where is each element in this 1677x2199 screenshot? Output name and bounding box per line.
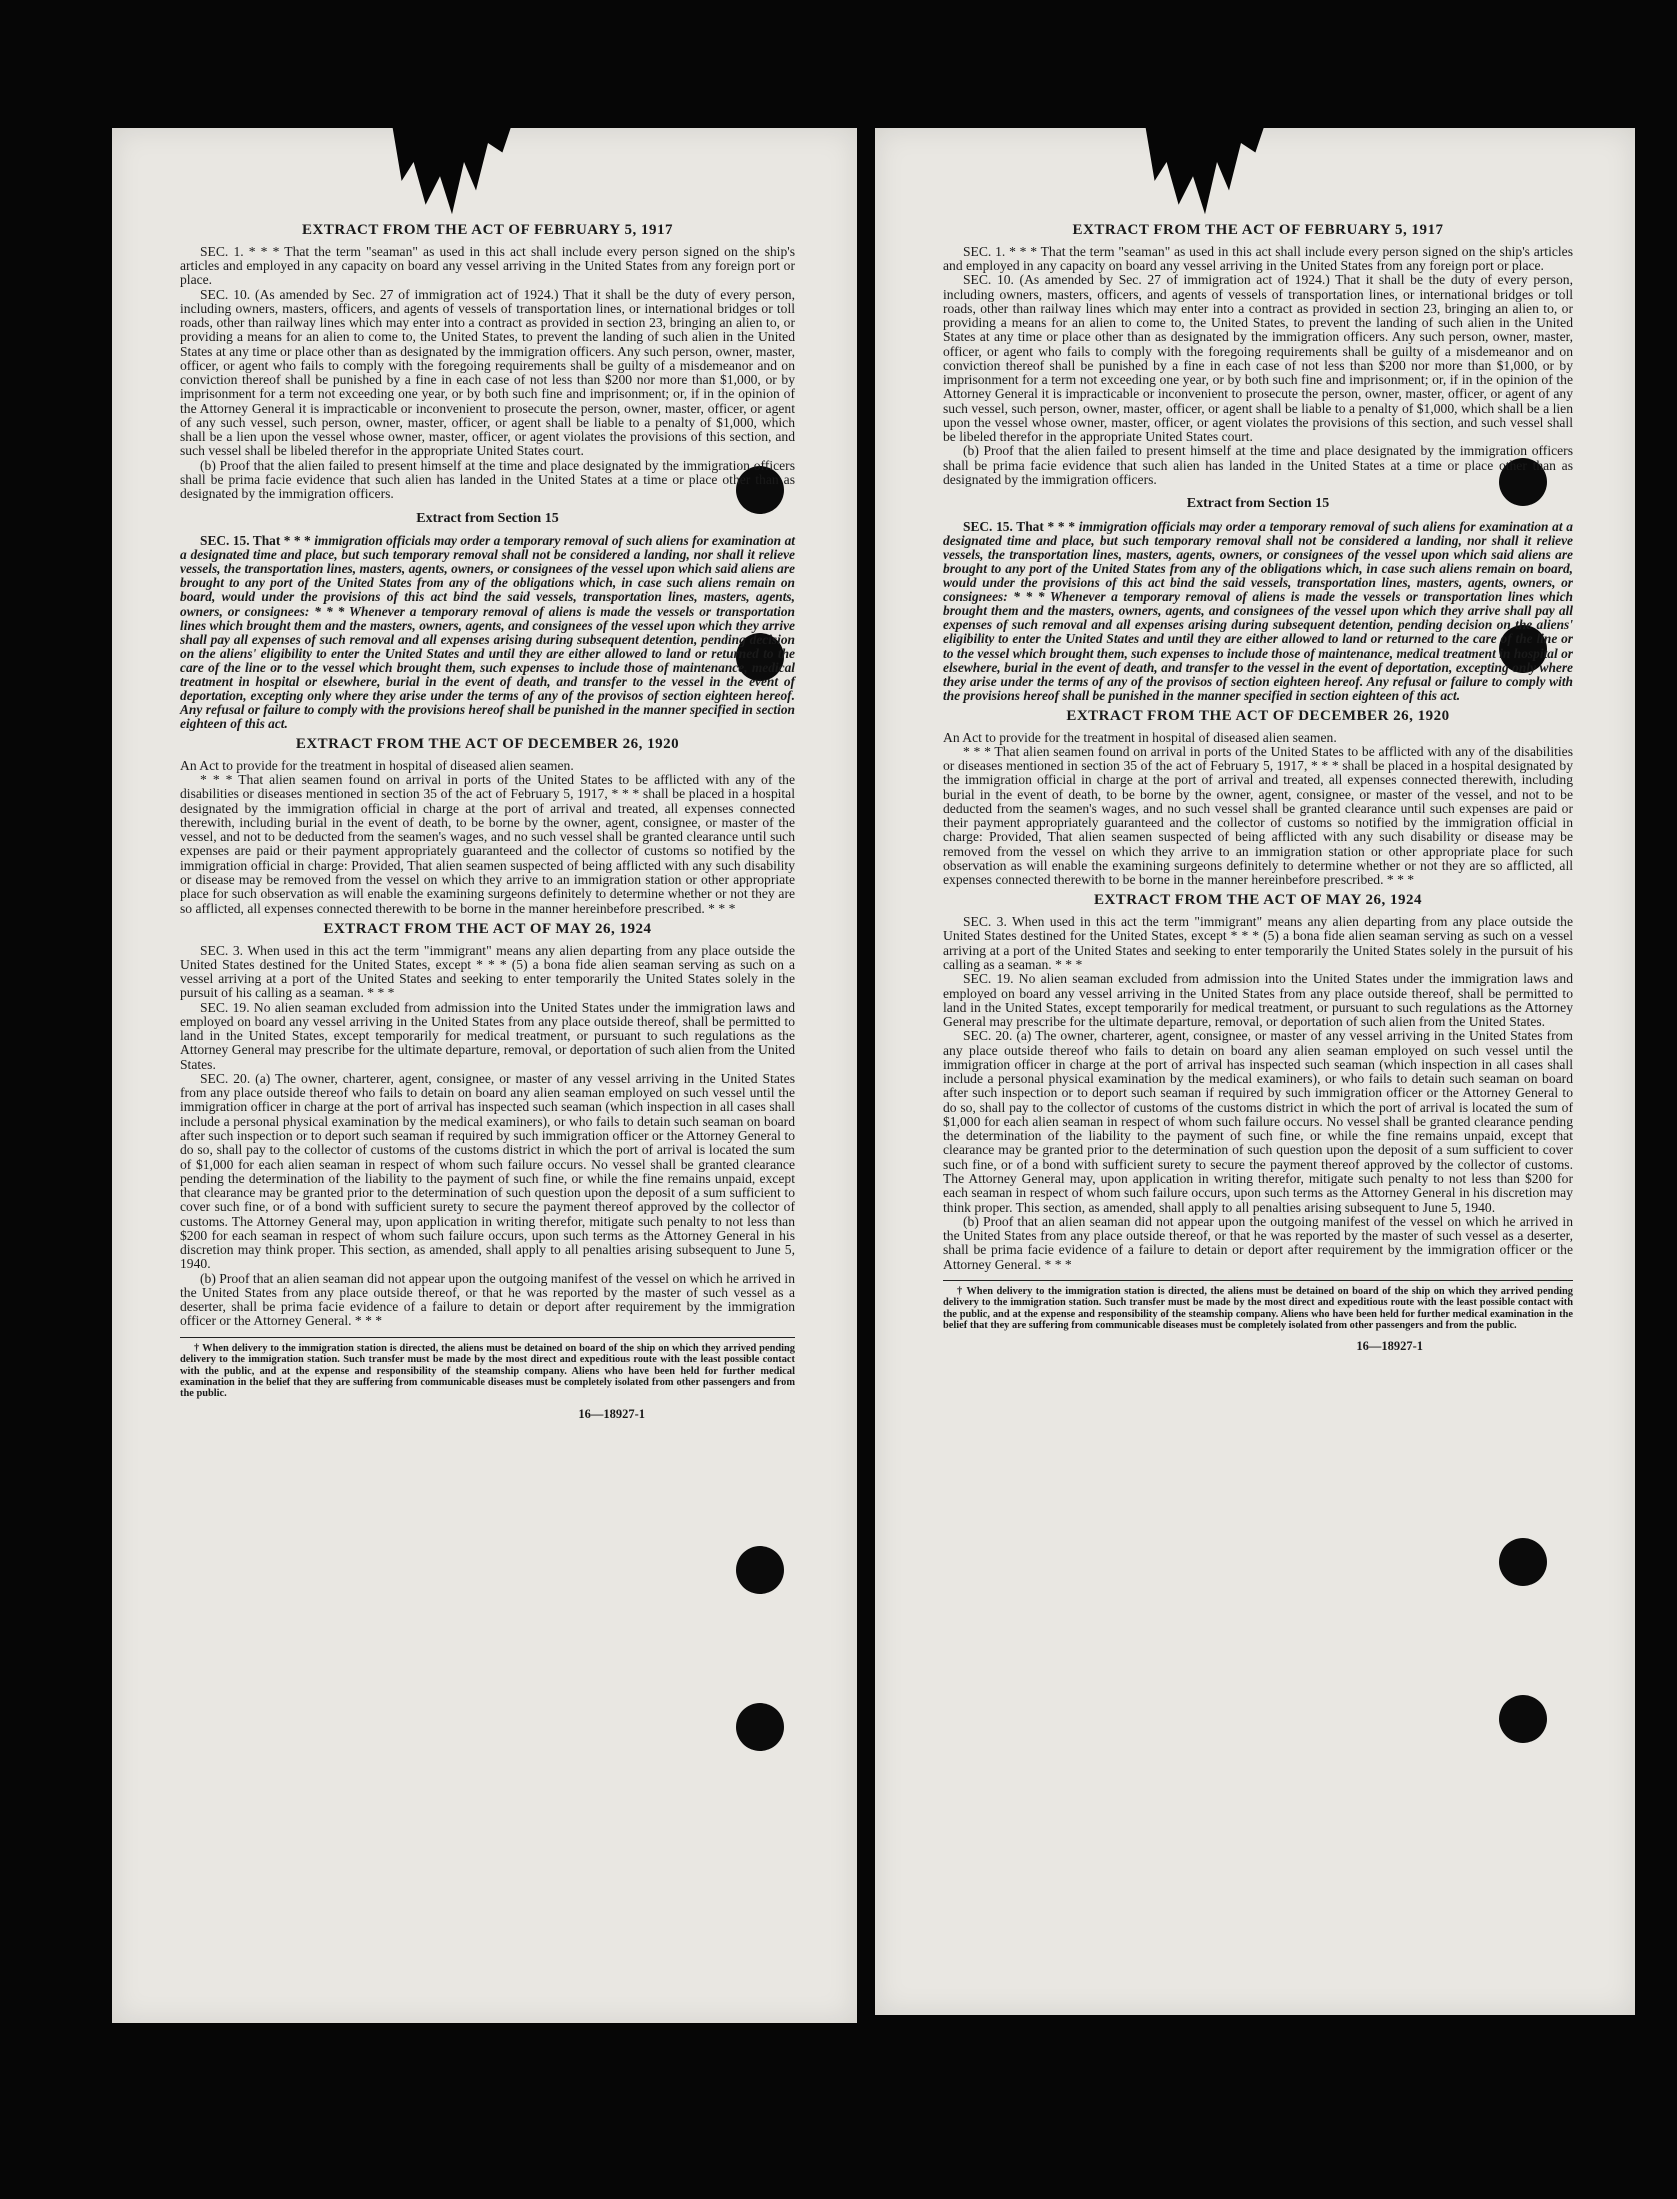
footnote-divider bbox=[943, 1280, 1573, 1281]
section-3-text: SEC. 3. When used in this act the term "immigrant" means any alien departing from any place outside the United States destined for the United States, except * * * (5) a bona fide alien seaman serving as such on a vessel arriving at a port of the United States and seeking to enter temporarily the United States solely in the pursuit of his calling as a seaman. * * * bbox=[943, 914, 1573, 972]
section-20-text: SEC. 20. (a) The owner, charterer, agent, consignee, or master of any vessel arriving in the United States from any place outside thereof who fails to detain on board any alien seaman employed on such vessel until the immigration officer in charge at the port of arrival has inspected such seaman (which inspection in all cases shall include a personal physical examination by the medical examiners), or who fails to detain such seaman on board after such inspection or to deport such seaman if required by such immigration officer or the Attorney General to do so, shall pay to the collector of customs of the customs district in which the port of arrival is located the sum of $1,000 for each alien seaman in respect of whom such failure occurs. No vessel shall be granted clearance pending the determination of the liability to the payment of such fine, or while the fine remains unpaid, except that clearance may be granted prior to the determination of such question upon the deposit of a sum sufficient to cover such fine, or of a bond with sufficient surety to secure the payment thereof approved by the collector of customs. The Attorney General may, upon application in writing therefor, mitigate such penalty to not less than $200 for each seaman in respect of whom such failure occurs, upon such terms as the Attorney General in his discretion may think proper. This section, as amended, shall apply to all penalties arising subsequent to June 5, 1940. bbox=[943, 1028, 1573, 1215]
document-body bbox=[180, 223, 795, 1421]
section-15-lead: SEC. 15. That * * * bbox=[963, 518, 1076, 534]
footnote-text: † When delivery to the immigration station is directed, the aliens must be detained on board of the ship on which they arrived pending delivery to the immigration station. Such transfer must be made by the most direct and expeditious route with the least possible contact with the public, and at the expense and responsibility of the steamship company. Aliens who have been held for further medical examination in the belief that they are suffering from communicable diseases must be completely isolated from other passengers and from the public. bbox=[943, 1285, 1573, 1332]
punch-hole bbox=[1499, 1695, 1547, 1743]
section-20-text: SEC. 20. (a) The owner, charterer, agent, consignee, or master of any vessel arriving in the United States from any place outside thereof who fails to detain on board any alien seaman employed on such vessel until the immigration officer in charge at the port of arrival has inspected such seaman (which inspection in all cases shall include a personal physical examination by the medical examiners), or who fails to detain such seaman on board after such inspection or to deport such seaman if required by such immigration officer or the Attorney General to do so, shall pay to the collector of customs of the customs district in which the port of arrival is located the sum of $1,000 for each alien seaman in respect of whom such failure occurs. No vessel shall be granted clearance pending the determination of the liability to the payment of such fine, or while the fine remains unpaid, except that clearance may be granted prior to the determination of such question upon the deposit of a sum sufficient to cover such fine, or of a bond with sufficient surety to secure the payment thereof approved by the collector of customs. The Attorney General may, upon application in writing therefor, mitigate such penalty to not less than $200 for each seaman in respect of whom such failure occurs, upon such terms as the Attorney General in his discretion may think proper. This section, as amended, shall apply to all penalties arising subsequent to June 5, 1940. bbox=[180, 1070, 795, 1272]
section-1-text: SEC. 1. * * * That the term "seaman" as used in this act shall include every person signed on the ship's articles and employed in any capacity on board any vessel arriving in the United States from any foreign port or place. bbox=[180, 243, 795, 288]
act-1920-text: * * * That alien seamen found on arrival in ports of the United States to be afflicted with any of the disabilities or diseases mentioned in section 35 of the act of February 5, 1917, * * * shall be placed in a hospital designated by the immigration official in charge at the port of arrival and treated, all expenses connected therewith, including burial in the event of death, to be borne by the owner, agent, consignee, or master of the vessel, and not to be deducted from the seamen's wages, and no such vessel shall be granted clearance until such expenses are paid or their payment appropriately guaranteed and the collector of customs so notified by the immigration official in charge: Provided, That alien seamen suspected of being afflicted with any such disability or disease may be removed from the vessel on which they arrive to an immigration station or other appropriate place for such observation as will enable the examining surgeons definitely to determine whether or not they are so afflicted, all expenses connected therewith to be borne in the manner hereinbefore prescribed. * * * bbox=[180, 772, 795, 916]
section-15-text bbox=[943, 520, 1573, 703]
section-10-text: SEC. 10. (As amended by Sec. 27 of immigration act of 1924.) That it shall be the duty of every person, including owners, masters, officers, and agents of vessels of transportation lines, or international bridges or toll roads, other than railway lines which may enter into a contract as provided in section 23, bringing an alien to, or providing a means for an alien to come to, the United States, to prevent the landing of such alien in the United States at any time or place other than as designated by the immigration officers. Any such person, owner, master, officer, or agent who fails to comply with the foregoing requirements shall be guilty of a misdemeanor and on conviction thereof shall be punished by a fine in each case of not less than $200 nor more than $1,000, or by imprisonment for a term not exceeding one year, or by both such fine and imprisonment; or, if in the opinion of the Attorney General it is impracticable or inconvenient to prosecute the person, owner, master, officer, or agent of any such vessel, such person, owner, master, officer, or agent shall be liable to a penalty of $1,000, which shall be a lien upon the vessel whose owner, master, officer, or agent violates the provisions of this section, and such vessel shall be libeled therefor in the appropriate United States court. bbox=[943, 272, 1573, 445]
heading-section-15: Extract from Section 15 bbox=[1186, 496, 1330, 512]
heading-act-1924: EXTRACT FROM THE ACT OF MAY 26, 1924 bbox=[1093, 892, 1423, 909]
section-19-text: SEC. 19. No alien seaman excluded from admission into the United States under the immigration laws and employed on board any vessel arriving in the United States from any place outside thereof, shall be permitted to land in the United States, except temporarily for medical treatment, or pursuant to such regulations as the Attorney General may prescribe for the ultimate departure, removal, or deportation of such alien from the United States. bbox=[180, 999, 795, 1072]
document-body bbox=[943, 223, 1573, 1353]
heading-act-1917: EXTRACT FROM THE ACT OF FEBRUARY 5, 1917 bbox=[1072, 222, 1444, 238]
form-number: 16—18927-1 bbox=[1356, 1338, 1423, 1353]
act-1920-title: An Act to provide for the treatment in hospital of diseased alien seamen. bbox=[180, 757, 574, 773]
section-10b-text: (b) Proof that the alien failed to present himself at the time and place designated by the immigration officers shall be prima facie evidence that such alien has landed in the United States at a time or place other than as designated by the immigration officers. bbox=[943, 443, 1573, 487]
form-number: 16—18927-1 bbox=[578, 1406, 645, 1421]
section-3-text: SEC. 3. When used in this act the term "immigrant" means any alien departing from any place outside the United States destined for the United States, except * * * (5) a bona fide alien seaman serving as such on a vessel arriving at a port of the United States and seeking to enter temporarily the United States solely in the pursuit of his calling as a seaman. * * * bbox=[180, 942, 795, 1001]
section-15-body: immigration officials may order a temporary removal of such aliens for examination at a designated time and place, but such temporary removal shall not be considered a landing, nor shall it relieve vessels, the transportation lines, masters, agents, owners, or consignees of the vessel upon which said aliens are brought to any port of the United States from any of the obligations which, in case such aliens remain on board, would under the provisions of this act bind the said vessels, transportation lines, masters, agents, owners, or consignees: * * * Whenever a temporary removal of aliens is made the vessels or transportation lines which brought them and the masters, owners, agents, and consignees of the vessel upon which they arrive shall pay all expenses of such removal and all expenses arising during subsequent detention, pending decision on the aliens' eligibility to enter the United States and until they are either allowed to land or returned to the care of the line or to the vessel which brought them, such expenses to include those of maintenance, medical treatment in hospital or elsewhere, burial in the event of death, and transfer to the vessel in the event of deportation, excepting only where they arise under the terms of any of the provisos of section eighteen hereof. Any refusal or failure to comply with the provisions hereof shall be punished in the manner specified in section eighteen of this act. bbox=[943, 518, 1573, 703]
punch-hole bbox=[736, 1703, 784, 1751]
punch-hole bbox=[736, 1546, 784, 1594]
section-19-text: SEC. 19. No alien seaman excluded from admission into the United States under the immigration laws and employed on board any vessel arriving in the United States from any place outside thereof, shall be permitted to land in the United States, except temporarily for medical treatment, or pursuant to such regulations as the Attorney General may prescribe for the ultimate departure, removal, or deportation of such alien from the United States. bbox=[943, 971, 1573, 1030]
heading-act-1920: EXTRACT FROM THE ACT OF DECEMBER 26, 1920 bbox=[1066, 707, 1450, 724]
torn-top-edge bbox=[1145, 124, 1265, 219]
section-15-lead: SEC. 15. That * * * bbox=[200, 533, 311, 549]
section-20b-text: (b) Proof that an alien seaman did not appear upon the outgoing manifest of the vessel on which he arrived in the United States from any place outside thereof, or that he was reported by the master of such vessel as a deserter, shall be prima facie evidence of a failure to detain or deport after requirement by the immigration officer or the Attorney General. * * * bbox=[943, 1213, 1573, 1272]
document-page-left bbox=[112, 128, 857, 2023]
document-page-right bbox=[875, 128, 1635, 2015]
heading-section-15: Extract from Section 15 bbox=[416, 510, 559, 526]
section-20b-text: (b) Proof that an alien seaman did not appear upon the outgoing manifest of the vessel on which he arrived in the United States from any place outside thereof, or that he was reported by the master of such vessel as a deserter, shall be prima facie evidence of a failure to detain or deport after requirement by the immigration officer or the Attorney General. * * * bbox=[180, 1270, 795, 1329]
act-1920-text: * * * That alien seamen found on arrival in ports of the United States to be afflicted with any of the disabilities or diseases mentioned in section 35 of the act of February 5, 1917, * * * shall be placed in a hospital designated by the immigration official in charge at the port of arrival and treated, all expenses connected therewith, including burial in the event of death, to be borne by the owner, agent, consignee, or master of the vessel, and not to be deducted from the seamen's wages, and no such vessel shall be granted clearance until such expenses are paid or their payment appropriately guaranteed and the collector of customs so notified by the immigration official in charge: Provided, That alien seamen suspected of being afflicted with any such disability or disease may be removed from the vessel on which they arrive to an immigration station or other appropriate place for such observation as will enable the examining surgeons definitely to determine whether or not they are so afflicted, all expenses connected therewith to be borne in the manner hereinbefore prescribed. * * * bbox=[943, 743, 1573, 888]
section-1-text: SEC. 1. * * * That the term "seaman" as used in this act shall include every person signed on the ship's articles and employed in any capacity on board any vessel arriving in the United States from any foreign port or place. bbox=[943, 243, 1573, 274]
section-15-body: immigration officials may order a temporary removal of such aliens for examination at a designated time and place, but such temporary removal shall not be considered a landing, nor shall it relieve vessels, the transportation lines, masters, agents, owners, or consignees of the vessel upon which said aliens are brought to any port of the United States from any of the obligations which, in case such aliens remain on board, would under the provisions of this act bind the said vessels, transportation lines, masters, agents, owners, or consignees: * * * Whenever a temporary removal of aliens is made the vessels or transportation lines which brought them and the masters, owners, agents, and consignees of the vessel upon which they arrive shall pay all expenses of such removal and all expenses arising during subsequent detention, pending decision on the aliens' eligibility to enter the United States and until they are either allowed to land or returned to the care of the line or to the vessel which brought them, such expenses to include those of maintenance, medical treatment in hospital or elsewhere, burial in the event of death, and transfer to the vessel in the event of deportation, excepting only where they arise under the terms of any of the provisos of section eighteen hereof. Any refusal or failure to comply with the provisions hereof shall be punished in the manner specified in section eighteen of this act. bbox=[180, 533, 795, 732]
torn-top-edge bbox=[392, 124, 512, 219]
section-10-text: SEC. 10. (As amended by Sec. 27 of immigration act of 1924.) That it shall be the duty of every person, including owners, masters, officers, and agents of vessels of transportation lines, or international bridges or toll roads, other than railway lines which may enter into a contract as provided in section 23, bringing an alien to, or providing a means for an alien to come to, the United States, to prevent the landing of such alien in the United States at any time or place other than as designated by the immigration officers. Any such person, owner, master, officer, or agent who fails to comply with the foregoing requirements shall be guilty of a misdemeanor and on conviction thereof shall be punished by a fine in each case of not less than $200 nor more than $1,000, or by imprisonment for a term not exceeding one year, or by both such fine and imprisonment; or, if in the opinion of the Attorney General it is impracticable or inconvenient to prosecute the person, owner, master, officer, or agent of any such vessel, such person, owner, master, officer, or agent shall be liable to a penalty of $1,000, which shall be a lien upon the vessel whose owner, master, officer, or agent violates the provisions of this section, and such vessel shall be libeled therefor in the appropriate United States court. bbox=[180, 286, 795, 459]
act-1920-title: An Act to provide for the treatment in hospital of diseased alien seamen. bbox=[943, 729, 1337, 745]
footnote-divider bbox=[180, 1337, 795, 1338]
punch-hole bbox=[1499, 1538, 1547, 1586]
heading-act-1917: EXTRACT FROM THE ACT OF FEBRUARY 5, 1917 bbox=[302, 222, 673, 238]
heading-act-1920: EXTRACT FROM THE ACT OF DECEMBER 26, 1920 bbox=[295, 736, 680, 753]
footnote-text: † When delivery to the immigration station is directed, the aliens must be detained on board of the ship on which they arrived pending delivery to the immigration station. Such transfer must be made by the most direct and expeditious route with the least possible contact with the public, and at the expense and responsibility of the steamship company. Aliens who have been held for further medical examination in the belief that they are suffering from communicable diseases must be completely isolated from other passengers and from the public. bbox=[180, 1342, 795, 1400]
heading-act-1924: EXTRACT FROM THE ACT OF MAY 26, 1924 bbox=[323, 920, 652, 937]
section-15-text bbox=[180, 534, 795, 731]
section-10b-text: (b) Proof that the alien failed to present himself at the time and place designated by the immigration officers shall be prima facie evidence that such alien has landed in the United States at a time or place other than as designated by the immigration officers. bbox=[180, 457, 795, 502]
